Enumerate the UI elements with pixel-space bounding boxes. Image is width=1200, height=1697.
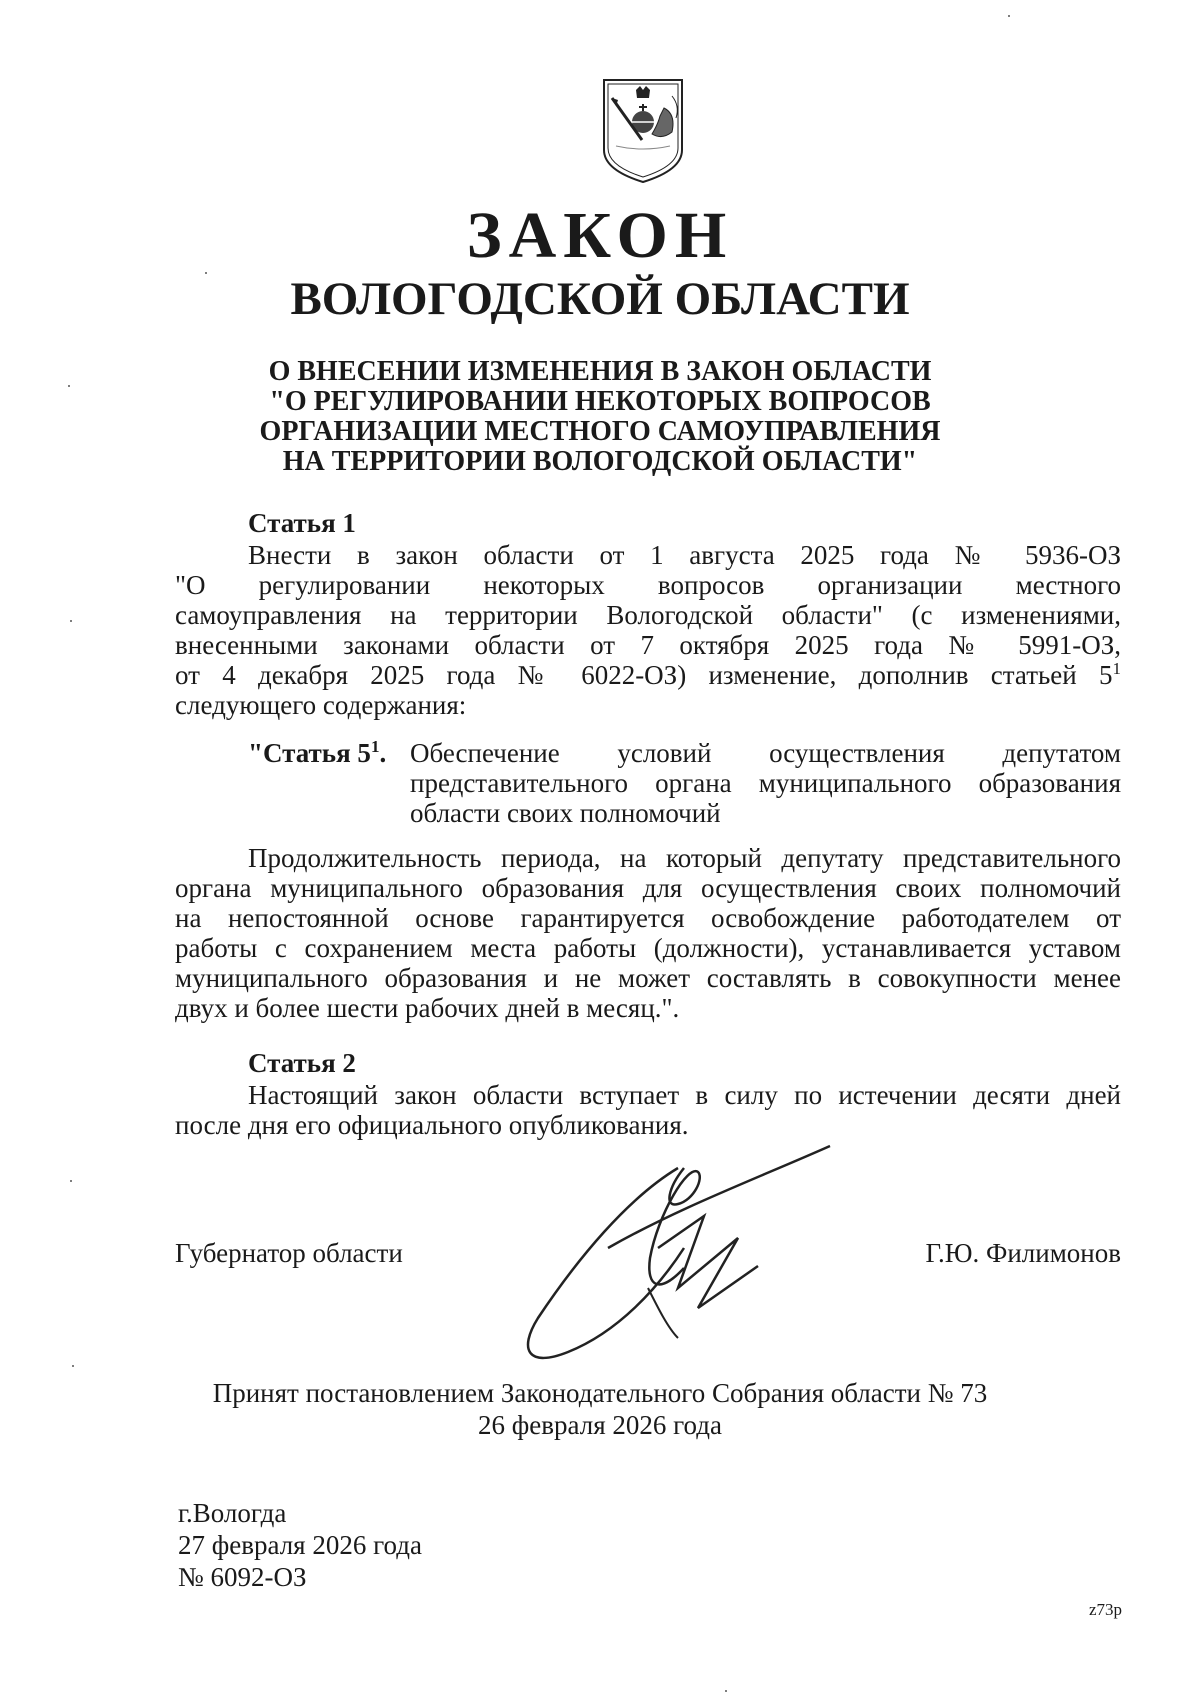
quoted-article-label <box>248 738 386 768</box>
law-title <box>0 357 1200 477</box>
law-title-line: НА ТЕРРИТОРИИ ВОЛОГОДСКОЙ ОБЛАСТИ" <box>282 446 918 477</box>
paragraph-line: Продолжительность периода, на который депутату представительного <box>248 843 1121 873</box>
signer-name: Г.Ю. Филимонов <box>925 1238 1121 1268</box>
handwritten-signature <box>508 1138 838 1368</box>
quoted-article-title <box>410 738 1121 828</box>
article-1-line: внесенными законами области от 7 октября 2025 года № 5991-ОЗ, <box>175 630 1121 660</box>
paragraph-line: муниципального образования и не может составлять в совокупности менее <box>175 963 1121 993</box>
paragraph-line: органа муниципального образования для осуществления своих полномочий <box>175 873 1121 903</box>
document-type-title: ЗАКОН <box>466 199 734 272</box>
article-1-line: от 4 декабря 2025 года № 6022-ОЗ) изменение, дополнив статьей 5 <box>175 660 1113 690</box>
article-1-line: следующего содержания: <box>175 690 467 720</box>
adoption-line-1: Принят постановлением Законодательного Собрания области № 73 <box>212 1378 988 1408</box>
adoption-line-2: 26 февраля 2026 года <box>478 1410 722 1440</box>
quoted-article-title-line: области своих полномочий <box>410 798 721 828</box>
scan-speck <box>725 1690 727 1692</box>
document-code: z73p <box>1088 1600 1122 1619</box>
article-2-text <box>175 1080 1121 1140</box>
law-title-line: ОРГАНИЗАЦИИ МЕСТНОГО САМОУПРАВЛЕНИЯ <box>259 416 941 447</box>
quoted-article-title-line: представительного органа муниципального образования <box>410 768 1121 798</box>
paragraph-line: двух и более шести рабочих дней в месяц.". <box>175 993 680 1023</box>
law-title-line: "О РЕГУЛИРОВАНИИ НЕКОТОРЫХ ВОПРОСОВ <box>269 386 931 417</box>
scan-speck <box>70 620 72 622</box>
paragraph-line: работы с сохранением места работы (должности), устанавливается уставом <box>175 933 1121 963</box>
footer-date: 27 февраля 2026 года <box>178 1530 422 1560</box>
quoted-article-title-line: Обеспечение условий осуществления депутатом <box>410 738 1121 768</box>
scan-speck <box>72 1365 74 1367</box>
article-2-heading: Статья 2 <box>248 1048 356 1078</box>
article-1-line-with-sup <box>175 660 1121 690</box>
region-title: ВОЛОГОДСКОЙ ОБЛАСТИ <box>290 273 910 325</box>
quoted-article-label-text: "Статья 5 <box>248 738 371 768</box>
article-1-line: "О регулировании некоторых вопросов организации местного <box>175 570 1121 600</box>
scan-speck <box>1008 15 1010 17</box>
scan-speck <box>68 385 70 387</box>
scan-speck <box>205 272 207 274</box>
footer-city: г.Вологда <box>178 1498 287 1528</box>
quoted-article-dot: . <box>379 738 387 768</box>
footer-number: № 6092-ОЗ <box>178 1562 307 1592</box>
article-2-line: после дня его официального опубликования. <box>175 1110 689 1140</box>
paragraph-line: на непостоянной основе гарантируется освобождение работодателем от <box>175 903 1121 933</box>
superscript: 1 <box>370 737 380 756</box>
scan-speck <box>70 1180 72 1182</box>
article-2-line: Настоящий закон области вступает в силу по истечении десяти дней <box>248 1080 1121 1110</box>
article-1-text <box>175 540 1121 720</box>
article-1-heading: Статья 1 <box>248 508 356 538</box>
article-1-line: самоуправления на территории Вологодской области" (с изменениями, <box>175 600 1121 630</box>
article-1-line: Внести в закон области от 1 августа 2025 года № 5936-ОЗ <box>248 540 1121 570</box>
law-title-line: О ВНЕСЕНИИ ИЗМЕНЕНИЯ В ЗАКОН ОБЛАСТИ <box>268 356 932 387</box>
signer-position: Губернатор области <box>175 1238 403 1268</box>
article-1-paragraph <box>175 843 1121 1023</box>
coat-of-arms-emblem <box>602 78 684 184</box>
superscript: 1 <box>1112 659 1121 678</box>
